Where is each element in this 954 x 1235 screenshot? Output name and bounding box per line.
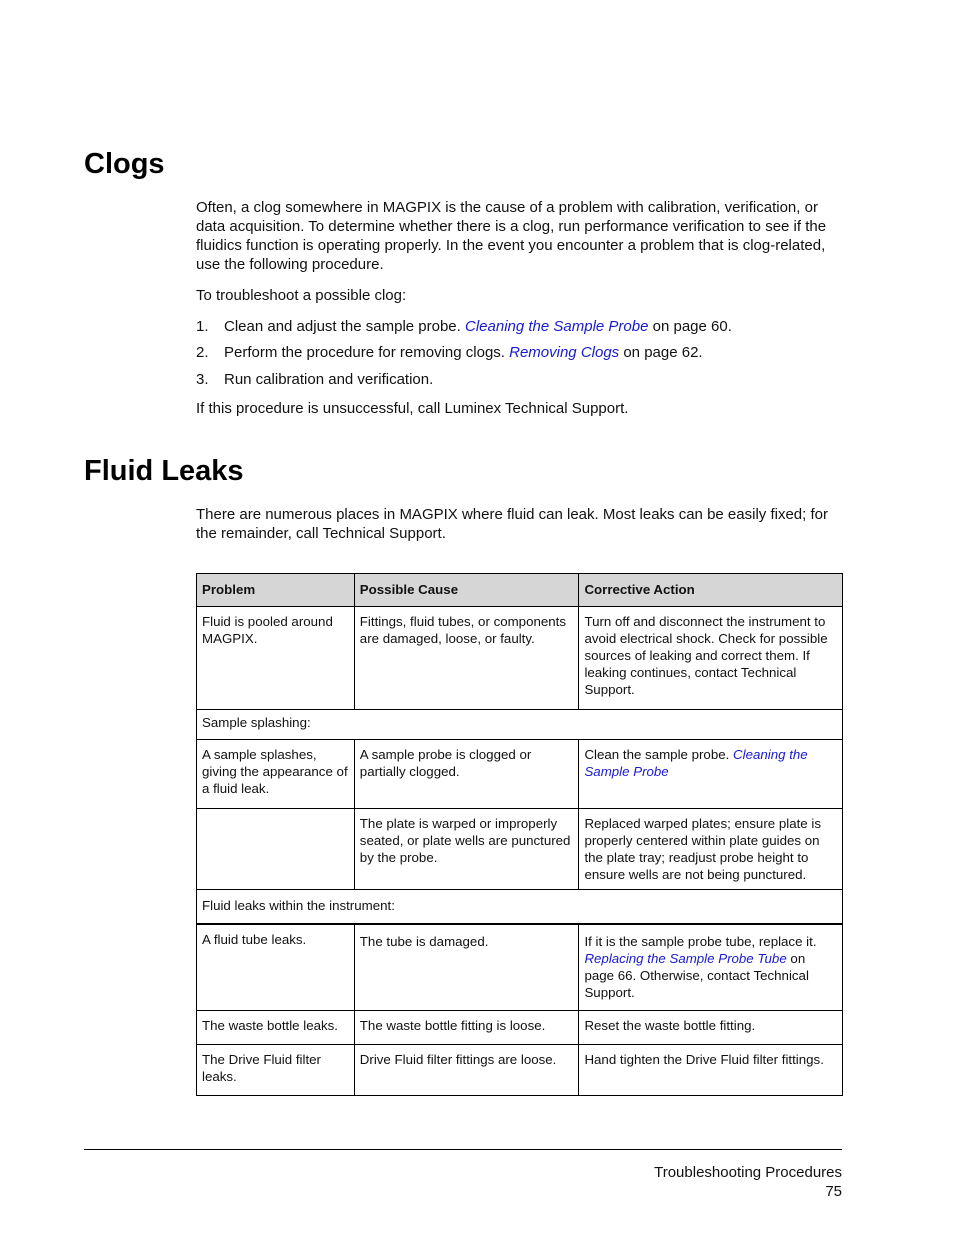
step-number: 2. xyxy=(196,344,209,361)
cell-problem: A sample splashes, giving the appearance of a fluid leak. xyxy=(197,740,355,809)
cell-cause: The tube is damaged. xyxy=(354,924,579,1011)
cell-action: Hand tighten the Drive Fluid filter fittings. xyxy=(579,1045,843,1096)
action-text: If it is the sample probe tube, replace it. xyxy=(584,933,817,949)
clogs-intro: Often, a clog somewhere in MAGPIX is the cause of a problem with calibration, verification, or data acquisition. To determine whether there is a clog, run performance verification to see if the fluidics function is operating properly. In the event you encounter a problem that is clog-related, use the following procedure. xyxy=(196,199,827,273)
cell-action: Replaced warped plates; ensure plate is properly centered within plate guides on the plate tray; readjust probe height to ensure wells are not being punctured. xyxy=(579,809,843,890)
link-cleaning-sample-probe[interactable]: Cleaning the Sample Probe xyxy=(465,318,649,335)
column-header-problem: Problem xyxy=(197,574,355,607)
cell-problem: The waste bottle leaks. xyxy=(197,1011,355,1045)
step-text: Clean and adjust the sample probe. xyxy=(224,318,465,335)
section-heading-fluid-leaks: Fluid Leaks xyxy=(84,455,244,487)
section-label-instrument-leaks: Fluid leaks within the instrument: xyxy=(197,890,843,924)
cell-cause: Fittings, fluid tubes, or components are damaged, loose, or faulty. xyxy=(354,607,579,710)
step-number: 3. xyxy=(196,371,209,388)
footer-divider xyxy=(84,1149,842,1150)
cell-cause: A sample probe is clogged or partially clogged. xyxy=(354,740,579,809)
step-number: 1. xyxy=(196,318,209,335)
table-header-row xyxy=(197,574,843,607)
leaks-intro: There are numerous places in MAGPIX where fluid can leak. Most leaks can be easily fixed; for the remainder, call Technical Support. xyxy=(196,506,828,542)
action-text: Clean the sample probe. xyxy=(584,747,734,762)
clogs-closing: If this procedure is unsuccessful, call Luminex Technical Support. xyxy=(196,400,629,417)
cell-action xyxy=(579,924,843,1011)
link-replacing-sample-probe-tube[interactable]: Replacing the Sample Probe Tube xyxy=(584,950,787,966)
cell-problem: A fluid tube leaks. xyxy=(197,924,355,1011)
action-text-after: on page 66. Otherwise, contact Technical Support. xyxy=(584,950,809,1000)
cell-action xyxy=(579,740,843,809)
table-section-row xyxy=(197,890,843,924)
page-footer xyxy=(654,1163,842,1201)
link-cleaning-sample-probe[interactable]: Cleaning the Sample Probe xyxy=(584,747,808,779)
clogs-lead: To troubleshoot a possible clog: xyxy=(196,287,407,304)
cell-action: Turn off and disconnect the instrument to avoid electrical shock. Check for possible sources of leaking and correct them. If leaking continues, contact Technical Support. xyxy=(579,607,843,710)
section-heading-clogs: Clogs xyxy=(84,148,165,180)
step-text: Perform the procedure for removing clogs. xyxy=(224,344,510,361)
cell-cause: Drive Fluid filter fittings are loose. xyxy=(354,1045,579,1096)
column-header-cause: Possible Cause xyxy=(354,574,579,607)
column-header-action: Corrective Action xyxy=(579,574,843,607)
procedure-step xyxy=(196,343,846,362)
table-row xyxy=(197,1011,843,1045)
table-row xyxy=(197,740,843,809)
cell-cause: The plate is warped or improperly seated, or plate wells are punctured by the probe. xyxy=(354,809,579,890)
table-row xyxy=(197,809,843,890)
cell-problem: The Drive Fluid filter leaks. xyxy=(197,1045,355,1096)
cell-action: Reset the waste bottle fitting. xyxy=(579,1011,843,1045)
link-removing-clogs[interactable]: Removing Clogs xyxy=(509,344,620,361)
step-page-ref: on page 60. xyxy=(648,318,732,335)
table-row xyxy=(197,1045,843,1096)
section-label-sample-splashing: Sample splashing: xyxy=(197,710,843,740)
page-number: 75 xyxy=(825,1183,842,1200)
cell-cause: The waste bottle fitting is loose. xyxy=(354,1011,579,1045)
table-row xyxy=(197,924,843,1011)
cell-problem: Fluid is pooled around MAGPIX. xyxy=(197,607,355,710)
procedure-step xyxy=(196,370,846,389)
table-section-row xyxy=(197,710,843,740)
procedure-step xyxy=(196,317,846,336)
footer-section-title: Troubleshooting Procedures xyxy=(654,1164,842,1181)
step-text: Run calibration and verification. xyxy=(224,371,434,388)
troubleshooting-table xyxy=(196,573,843,1096)
step-page-ref: on page 62. xyxy=(619,344,703,361)
cell-problem xyxy=(197,809,355,890)
table-row xyxy=(197,607,843,710)
